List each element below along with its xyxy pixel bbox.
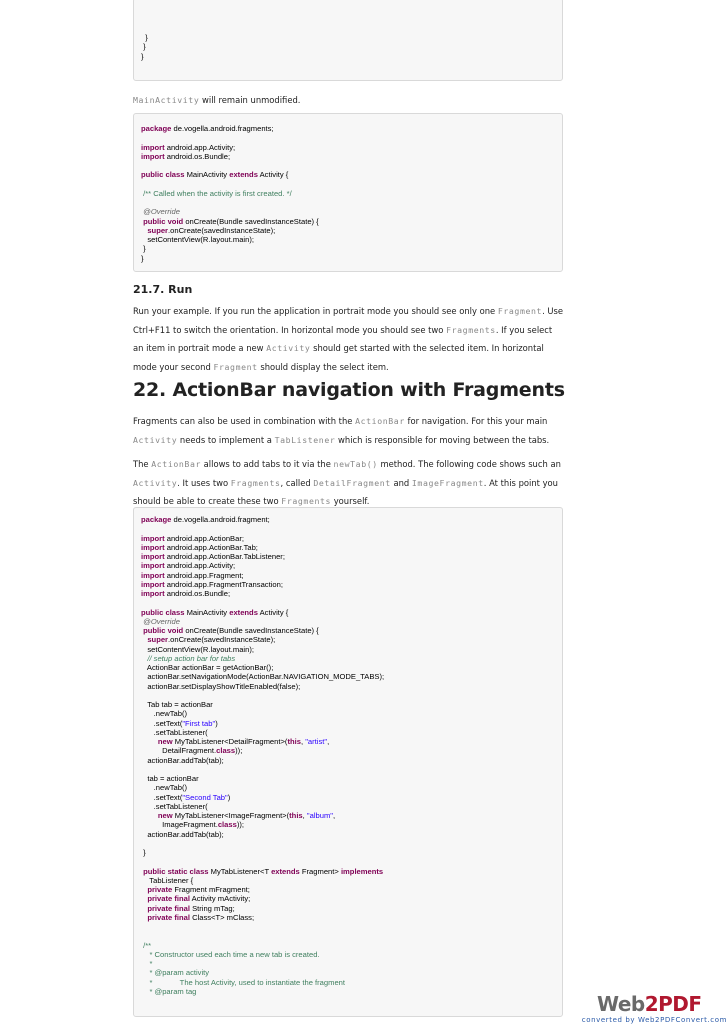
code-token: private (141, 885, 173, 894)
code-line (141, 608, 562, 617)
code-line (141, 161, 562, 170)
code-line (141, 143, 562, 152)
code-token: package (141, 515, 172, 524)
code-token: .newTab() (141, 783, 187, 793)
code-token: * The host Activity, used to instantiate the fragment (141, 977, 346, 987)
code-line (141, 524, 562, 533)
code-token: new (141, 737, 173, 746)
code-token: , (300, 737, 306, 746)
code-line (141, 561, 562, 570)
section-heading-run: 21.7. Run (133, 283, 193, 296)
code-line (141, 746, 562, 755)
code-token: * (141, 959, 153, 968)
paragraph-text: and (390, 477, 412, 488)
logo-word-web: Web (597, 992, 645, 1016)
inline-code: ActionBar (151, 459, 202, 469)
code-line (141, 598, 562, 607)
paragraph-text: Run your example. If you run the application in portrait mode you should see only one (133, 306, 498, 316)
code-line (141, 737, 562, 746)
code-token: ActionBar actionBar = getActionBar(); (141, 663, 274, 672)
inline-code: Activity (266, 343, 311, 353)
code-line (141, 235, 562, 244)
section-heading-actionbar: 22. ActionBar navigation with Fragments (133, 379, 565, 401)
code-token: private final (141, 903, 190, 913)
code-line (141, 33, 562, 42)
code-line (141, 756, 562, 765)
code-token: de.vogella.android.fragment; (171, 515, 270, 524)
inline-code: Fragment (213, 361, 258, 372)
code-token: extends (229, 170, 258, 180)
code-line (141, 719, 562, 728)
code-token: .setText( (141, 718, 183, 728)
inline-code: TabListener (274, 434, 336, 445)
code-token: Activity { (257, 607, 289, 617)
code-token: ImageFragment. (141, 820, 218, 830)
code-line (141, 728, 562, 737)
code-token: android.app.ActionBar.Tab; (164, 542, 258, 552)
code-line (141, 198, 562, 207)
paragraph-text: should display the select item. (257, 361, 389, 372)
code-line (141, 170, 562, 179)
code-line (141, 515, 562, 524)
code-token: /** Called when the activity is first created. */ (141, 188, 292, 198)
actionbar-paragraph-1 (133, 412, 565, 449)
code-token: MyTabListener<ImageFragment>( (172, 811, 290, 820)
code-token: .setTabListener( (141, 801, 208, 811)
code-token: } (141, 253, 144, 263)
code-token: new (141, 811, 173, 820)
code-token: class (217, 820, 237, 830)
code-token: import (141, 151, 165, 161)
inline-code: newTab() (333, 459, 378, 469)
code-token: android.os.Bundle; (164, 589, 231, 598)
code-token: Activity { (257, 170, 289, 180)
inline-code: Fragment (497, 306, 543, 316)
inline-code-mainactivity: MainActivity (133, 95, 200, 105)
code-token: * Constructor used each time a new tab is created. (141, 949, 320, 959)
code-token: "artist" (305, 737, 328, 746)
code-line (141, 830, 562, 839)
code-token: .onCreate(savedInstanceState); (168, 225, 276, 235)
code-token: setContentView(R.layout.main); (141, 644, 254, 654)
code-token: import (141, 552, 165, 561)
note-text: will remain unmodified. (199, 95, 301, 105)
inline-code: ImageFragment (411, 477, 484, 488)
code-token: , (302, 811, 307, 820)
code-line (141, 783, 562, 792)
code-line (141, 244, 562, 253)
code-token: "Second Tab" (182, 792, 228, 802)
paragraph-text: needs to implement a (177, 434, 275, 445)
code-token: MainActivity (184, 170, 230, 180)
code-line (141, 571, 562, 580)
code-line (141, 663, 562, 672)
code-token: String mTag; (189, 903, 235, 913)
code-token: Fragment> (299, 866, 341, 876)
inline-code: Fragments (446, 324, 496, 335)
code-token: )); (235, 746, 243, 756)
code-token: tab = actionBar (141, 774, 199, 783)
code-token: de.vogella.android.fragments; (171, 124, 274, 133)
code-line (141, 589, 562, 598)
code-line (141, 207, 562, 216)
code-line (141, 124, 562, 133)
code-token: implements (340, 866, 384, 876)
code-line (141, 802, 562, 811)
code-line (141, 709, 562, 718)
paragraph-text: Fragments can also be used in combination with the (133, 416, 356, 426)
code-token: "First tab" (182, 718, 216, 728)
code-line (141, 552, 562, 561)
code-token: actionBar.addTab(tab); (141, 829, 224, 839)
code-token: TabListener { (141, 875, 194, 885)
code-line (141, 774, 562, 783)
code-token: "album" (306, 811, 333, 820)
code-line (141, 811, 562, 820)
code-line (141, 941, 562, 950)
code-line (141, 904, 562, 913)
logo-wordmark (597, 992, 702, 1016)
code-line (141, 839, 562, 848)
code-line (141, 180, 562, 189)
code-block-actionbar-activity (133, 507, 563, 1017)
code-line (141, 682, 562, 691)
paragraph-text: . It uses two (177, 477, 231, 488)
code-token: import (141, 142, 165, 152)
inline-code: Fragments (230, 477, 281, 488)
code-line (141, 617, 562, 626)
code-line (141, 42, 562, 51)
code-line (141, 654, 562, 663)
code-line (141, 820, 562, 829)
code-token: android.app.FragmentTransaction; (164, 579, 283, 589)
code-token: .setTabListener( (141, 727, 208, 737)
code-line (141, 580, 562, 589)
code-token: onCreate(Bundle savedInstanceState) { (183, 626, 319, 635)
code-line (141, 700, 562, 709)
code-token: import (141, 579, 165, 589)
code-token: import (141, 570, 165, 580)
code-token: MainActivity (184, 607, 230, 617)
code-line (141, 152, 562, 161)
code-token: // setup action bar for tabs (141, 653, 236, 663)
inline-code: Activity (133, 477, 178, 488)
paragraph-text: The (133, 459, 152, 469)
paragraph-text: method. The following code shows such an (377, 459, 561, 469)
code-token: android.app.ActionBar.TabListener; (164, 552, 285, 561)
paragraph-text: , called (280, 477, 314, 488)
code-token: } (141, 33, 148, 42)
code-token: setContentView(R.layout.main); (141, 235, 254, 244)
code-token: import (141, 589, 165, 598)
code-token: * @param tag (141, 986, 197, 996)
code-line (141, 534, 562, 543)
code-line (141, 922, 562, 931)
code-token: public void (141, 626, 184, 635)
paragraph-text: . If you select an item in portrait mode a new (133, 324, 553, 353)
code-token: } (141, 244, 146, 254)
code-token: extends (229, 607, 258, 617)
code-token: /** (141, 940, 152, 950)
paragraph-text: allows to add tabs to it via the (201, 459, 334, 469)
code-token: onCreate(Bundle savedInstanceState) { (183, 216, 319, 226)
code-token: private final (141, 912, 190, 922)
code-line (141, 885, 562, 894)
inline-code: Fragments (281, 496, 332, 506)
logo-word-2pdf: 2PDF (644, 992, 702, 1016)
code-token: .newTab() (141, 709, 187, 719)
paragraph-text: for navigation. For this your main (404, 416, 548, 426)
code-token: android.os.Bundle; (164, 151, 231, 161)
code-token: Fragment mFragment; (172, 885, 250, 894)
code-token: actionBar.addTab(tab); (141, 755, 224, 765)
code-line (141, 793, 562, 802)
web2pdf-logo (569, 992, 725, 1026)
code-token: @Override (141, 207, 180, 217)
code-line (141, 857, 562, 866)
code-token: android.app.Fragment; (164, 570, 244, 580)
code-token: public class (141, 170, 185, 180)
paragraph-text: . Use Ctrl+F11 to switch the orientation. In horizontal mode you should see two (133, 306, 564, 335)
code-token: import (141, 561, 165, 571)
code-line (141, 765, 562, 774)
code-line (141, 848, 562, 857)
code-line (141, 672, 562, 681)
code-token: MyTabListener<DetailFragment>( (172, 737, 288, 746)
code-token: public class (141, 607, 185, 617)
code-token: .onCreate(savedInstanceState); (168, 635, 276, 645)
code-token: ) (227, 792, 231, 802)
run-paragraph (133, 302, 565, 376)
code-line (141, 133, 562, 142)
code-token: extends (271, 866, 300, 876)
code-line (141, 626, 562, 635)
code-line (141, 959, 562, 968)
inline-code: Activity (133, 434, 178, 445)
code-block-main-activity (133, 113, 563, 272)
code-token: , (332, 811, 336, 820)
code-line (141, 226, 562, 235)
code-token: super (141, 635, 169, 645)
code-token: package (141, 124, 172, 133)
code-token: private final (141, 894, 190, 904)
code-token: actionBar.setNavigationMode(ActionBar.NAVIGATION_MODE_TABS); (141, 672, 385, 682)
code-line (141, 52, 562, 61)
code-token: android.app.Activity; (164, 561, 236, 571)
code-line (141, 913, 562, 922)
code-token: )); (236, 820, 244, 830)
code-token: Activity mActivity; (189, 894, 251, 904)
code-line (141, 968, 562, 977)
code-token: this (287, 737, 301, 746)
code-token: } (141, 848, 146, 857)
code-line (141, 876, 562, 885)
inline-code: DetailFragment (313, 477, 391, 488)
inline-code: ActionBar (355, 416, 405, 426)
code-line (141, 894, 562, 903)
code-token: } (141, 51, 144, 61)
code-token: @Override (141, 616, 180, 626)
actionbar-paragraph-2 (133, 455, 565, 511)
code-block-previous-end (133, 0, 563, 81)
code-token: class (216, 746, 236, 756)
code-token: android.app.ActionBar; (164, 533, 244, 543)
code-token: } (141, 42, 146, 52)
code-line (141, 691, 562, 700)
paragraph-text: should get started with the selected item. In horizontal mode your second (133, 343, 544, 372)
code-token: Tab tab = actionBar (141, 700, 213, 709)
code-token: MyTabListener<T (208, 866, 272, 876)
code-line (141, 543, 562, 552)
code-token: import (141, 533, 165, 543)
code-line (141, 931, 562, 940)
code-line (141, 645, 562, 654)
code-token: Class<T> mClass; (189, 912, 255, 922)
code-token: ) (215, 718, 218, 728)
code-token: DetailFragment. (141, 746, 217, 756)
code-line (141, 189, 562, 198)
code-token: actionBar.setDisplayShowTitleEnabled(false); (141, 681, 301, 691)
code-line (141, 635, 562, 644)
code-token: * @param activity (141, 968, 210, 978)
code-line (141, 867, 562, 876)
main-activity-note (133, 91, 565, 110)
code-token: , (327, 737, 330, 746)
code-token: android.app.Activity; (164, 142, 236, 152)
paragraph-text: which is responsible for moving between the tabs. (335, 434, 550, 445)
paragraph-text: yourself. (331, 496, 370, 506)
code-line (141, 987, 562, 996)
code-token: .setText( (141, 792, 183, 802)
code-token: import (141, 542, 165, 552)
code-line (141, 217, 562, 226)
code-token: public static class (141, 866, 209, 876)
code-token: public void (141, 216, 184, 226)
code-line (141, 254, 562, 263)
code-line (141, 950, 562, 959)
code-token: super (141, 225, 169, 235)
converted-by-text: converted by Web2PDFConvert.com (581, 1016, 727, 1024)
code-token: this (289, 811, 303, 820)
code-line (141, 978, 562, 987)
paragraph-text: . At this point you should be able to create these two (133, 477, 558, 506)
